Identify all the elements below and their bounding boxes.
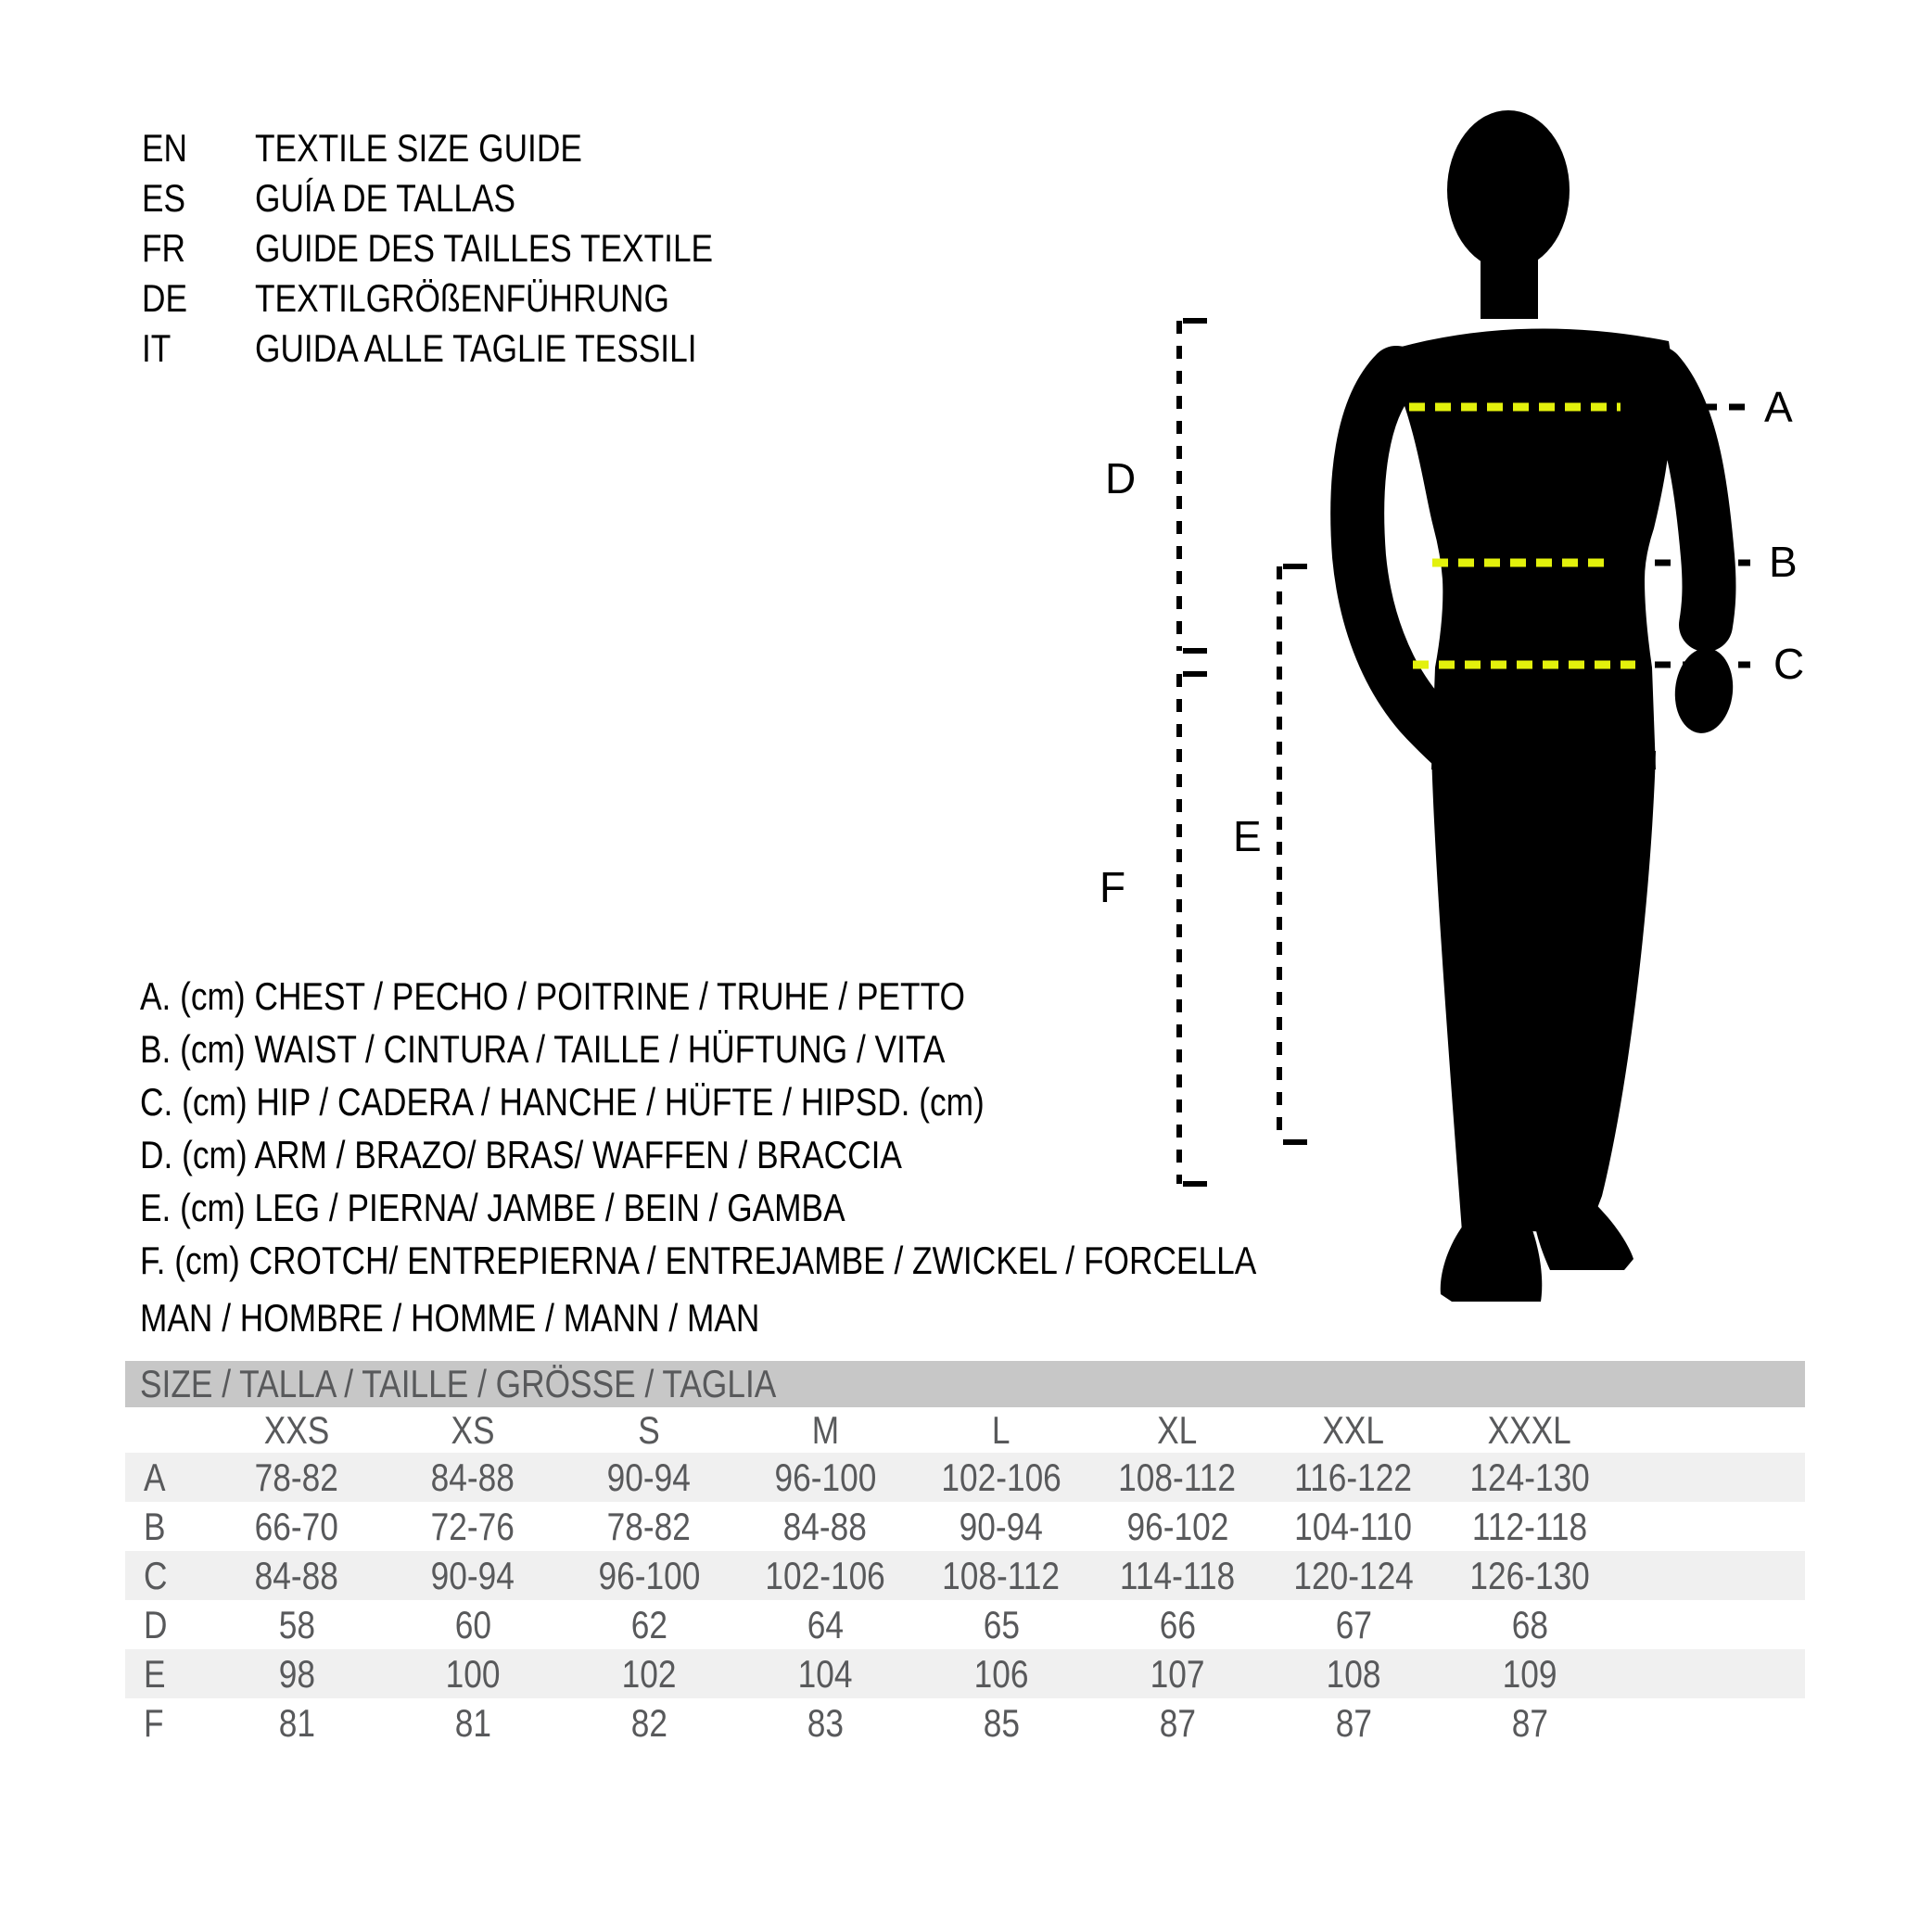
cell-D-XXS xyxy=(209,1600,385,1649)
lang-title-en: TEXTILE SIZE GUIDE xyxy=(255,126,582,170)
size-column-XXL xyxy=(1265,1407,1442,1453)
cell-value: 66 xyxy=(1159,1603,1196,1646)
row-label-text: F xyxy=(144,1701,164,1745)
size-column-label: M xyxy=(811,1408,839,1452)
row-label-B xyxy=(125,1502,209,1551)
cell-E-M xyxy=(737,1649,913,1698)
table-row-A xyxy=(125,1453,1805,1502)
cell-D-XXXL xyxy=(1442,1600,1618,1649)
cell-value: 84-88 xyxy=(254,1554,339,1597)
size-column-label: S xyxy=(638,1408,660,1452)
cell-A-XL xyxy=(1089,1453,1265,1502)
legend-text-f: F. (cm) CROTCH/ ENTREPIERNA / ENTREJAMBE / ZWICKEL / FORCELLA xyxy=(140,1239,1257,1282)
cell-F-XXS xyxy=(209,1698,385,1748)
size-column-XXXL xyxy=(1442,1407,1618,1453)
size-column-label: XXXL xyxy=(1487,1408,1572,1452)
gender-line-text: MAN / HOMBRE / HOMME / MANN / MAN xyxy=(140,1296,760,1340)
cell-value: 90-94 xyxy=(606,1455,692,1499)
lang-code-de: DE xyxy=(142,276,188,320)
figure-label-b: B xyxy=(1769,538,1798,586)
cell-value: 81 xyxy=(454,1701,491,1745)
cell-E-XXL xyxy=(1265,1649,1442,1698)
cell-A-M xyxy=(737,1453,913,1502)
figure-label-d: D xyxy=(1105,454,1137,502)
row-label-F xyxy=(125,1698,209,1748)
size-column-XS xyxy=(385,1407,561,1453)
cell-value: 104 xyxy=(797,1652,853,1696)
cell-value: 108-112 xyxy=(942,1554,1061,1597)
legend-text-a: A. (cm) CHEST / PECHO / POITRINE / TRUHE / PETTO xyxy=(140,974,965,1018)
man-silhouette xyxy=(1357,110,1736,1302)
cell-B-XXL xyxy=(1265,1502,1442,1551)
cell-value: 90-94 xyxy=(959,1505,1044,1548)
cell-value: 124-130 xyxy=(1469,1455,1590,1499)
cell-C-XL xyxy=(1089,1551,1265,1600)
cell-value: 84-88 xyxy=(782,1505,868,1548)
cell-B-M xyxy=(737,1502,913,1551)
cell-D-L xyxy=(913,1600,1089,1649)
cell-A-XS xyxy=(385,1453,561,1502)
cell-E-S xyxy=(561,1649,737,1698)
cell-C-M xyxy=(737,1551,913,1600)
cell-D-XL xyxy=(1089,1600,1265,1649)
cell-value: 112-118 xyxy=(1471,1505,1588,1548)
legend-text-c: C. (cm) HIP / CADERA / HANCHE / HÜFTE / HIPSD. (cm) xyxy=(140,1080,985,1124)
lang-row-en xyxy=(0,123,1020,173)
cell-E-XXXL xyxy=(1442,1649,1618,1698)
table-row-B xyxy=(125,1502,1805,1551)
cell-value: 81 xyxy=(278,1701,315,1745)
figure-label-e: E xyxy=(1233,812,1262,860)
cell-C-XXS xyxy=(209,1551,385,1600)
cell-D-XS xyxy=(385,1600,561,1649)
cell-value: 109 xyxy=(1502,1652,1557,1696)
cell-C-L xyxy=(913,1551,1089,1600)
row-label-text: C xyxy=(144,1554,168,1597)
cell-value: 67 xyxy=(1335,1603,1372,1646)
cell-F-S xyxy=(561,1698,737,1748)
figure-label-c: C xyxy=(1773,640,1805,688)
cell-value: 102-106 xyxy=(941,1455,1061,1499)
cell-A-XXXL xyxy=(1442,1453,1618,1502)
size-table-title: SIZE / TALLA / TAILLE / GRÖSSE / TAGLIA xyxy=(140,1362,777,1405)
table-row-F xyxy=(125,1698,1805,1748)
cell-value: 96-100 xyxy=(598,1554,700,1597)
size-column-label: XS xyxy=(451,1408,495,1452)
cell-A-XXL xyxy=(1265,1453,1442,1502)
cell-E-XXS xyxy=(209,1649,385,1698)
gender-line xyxy=(140,1293,878,1343)
table-row-E xyxy=(125,1649,1805,1698)
cell-C-XXL xyxy=(1265,1551,1442,1600)
cell-value: 87 xyxy=(1159,1701,1196,1745)
lang-title-fr: GUIDE DES TAILLES TEXTILE xyxy=(255,226,714,270)
cell-B-S xyxy=(561,1502,737,1551)
lang-code-en: EN xyxy=(142,126,188,170)
cell-value: 82 xyxy=(630,1701,667,1745)
cell-value: 60 xyxy=(454,1603,491,1646)
cell-value: 114-118 xyxy=(1119,1554,1236,1597)
size-column-XXS xyxy=(209,1407,385,1453)
cell-value: 62 xyxy=(630,1603,667,1646)
silhouette-right-leg xyxy=(1532,751,1656,1235)
cell-C-XS xyxy=(385,1551,561,1600)
cell-E-XL xyxy=(1089,1649,1265,1698)
cell-F-XS xyxy=(385,1698,561,1748)
size-column-S xyxy=(561,1407,737,1453)
table-row-C xyxy=(125,1551,1805,1600)
cell-value: 78-82 xyxy=(606,1505,692,1548)
cell-A-L xyxy=(913,1453,1089,1502)
cell-value: 100 xyxy=(445,1652,501,1696)
cell-value: 120-124 xyxy=(1293,1554,1414,1597)
size-table-title-band xyxy=(125,1361,1805,1407)
cell-B-XL xyxy=(1089,1502,1265,1551)
cell-F-XXL xyxy=(1265,1698,1442,1748)
lang-row-es xyxy=(0,173,1020,223)
lang-row-it xyxy=(0,324,1020,374)
cell-F-XXXL xyxy=(1442,1698,1618,1748)
lang-code-it: IT xyxy=(142,326,172,370)
size-column-M xyxy=(737,1407,913,1453)
row-label-D xyxy=(125,1600,209,1649)
cell-value: 90-94 xyxy=(430,1554,515,1597)
cell-value: 64 xyxy=(807,1603,844,1646)
lang-title-de: TEXTILGRÖßENFÜHRUNG xyxy=(255,276,669,320)
size-table xyxy=(125,1361,1805,1748)
cell-value: 106 xyxy=(973,1652,1029,1696)
lang-code-es: ES xyxy=(142,176,186,220)
cell-value: 65 xyxy=(983,1603,1020,1646)
cell-B-L xyxy=(913,1502,1089,1551)
cell-value: 87 xyxy=(1335,1701,1372,1745)
legend-item-f xyxy=(140,1236,1469,1286)
row-label-text: E xyxy=(144,1652,166,1696)
cell-value: 85 xyxy=(983,1701,1020,1745)
arm-line-d xyxy=(1179,321,1207,651)
cell-F-M xyxy=(737,1698,913,1748)
size-column-label: XL xyxy=(1157,1408,1198,1452)
cell-C-XXXL xyxy=(1442,1551,1618,1600)
cell-E-L xyxy=(913,1649,1089,1698)
lang-row-de xyxy=(0,273,1020,324)
legend-text-e: E. (cm) LEG / PIERNA/ JAMBE / BEIN / GAMBA xyxy=(140,1186,845,1229)
crotch-line-f xyxy=(1179,674,1207,1184)
cell-A-XXS xyxy=(209,1453,385,1502)
size-column-label: XXS xyxy=(263,1408,330,1452)
legend-item-d xyxy=(140,1130,1048,1180)
table-row-D xyxy=(125,1600,1805,1649)
cell-B-XXS xyxy=(209,1502,385,1551)
legend-item-a xyxy=(140,972,1122,1022)
cell-value: 96-100 xyxy=(774,1455,876,1499)
cell-value: 116-122 xyxy=(1294,1455,1413,1499)
cell-B-XXXL xyxy=(1442,1502,1618,1551)
cell-value: 107 xyxy=(1150,1652,1205,1696)
row-label-A xyxy=(125,1453,209,1502)
cell-value: 83 xyxy=(807,1701,844,1745)
cell-value: 66-70 xyxy=(254,1505,339,1548)
lang-code-fr: FR xyxy=(142,226,186,270)
cell-value: 87 xyxy=(1511,1701,1548,1745)
cell-A-S xyxy=(561,1453,737,1502)
cell-value: 78-82 xyxy=(254,1455,339,1499)
leg-line-e xyxy=(1279,566,1307,1142)
legend-text-b: B. (cm) WAIST / CINTURA / TAILLE / HÜFTUNG / VITA xyxy=(140,1027,946,1071)
cell-D-XXL xyxy=(1265,1600,1442,1649)
silhouette-neck xyxy=(1481,241,1538,319)
row-label-text: D xyxy=(144,1603,168,1646)
cell-value: 84-88 xyxy=(430,1455,515,1499)
cell-value: 96-102 xyxy=(1126,1505,1228,1548)
cell-value: 68 xyxy=(1511,1603,1548,1646)
cell-value: 104-110 xyxy=(1294,1505,1413,1548)
size-column-L xyxy=(913,1407,1089,1453)
lang-title-it: GUIDA ALLE TAGLIE TESSILI xyxy=(255,326,697,370)
cell-D-M xyxy=(737,1600,913,1649)
figure-label-f: F xyxy=(1099,863,1126,911)
silhouette-right-arm xyxy=(1658,373,1709,625)
cell-value: 102 xyxy=(621,1652,677,1696)
cell-value: 108-112 xyxy=(1118,1455,1237,1499)
measurement-figure xyxy=(1020,56,1932,1316)
cell-F-XL xyxy=(1089,1698,1265,1748)
size-column-label: XXL xyxy=(1322,1408,1385,1452)
silhouette-right-hand xyxy=(1671,645,1736,736)
row-label-text: B xyxy=(144,1505,166,1548)
cell-C-S xyxy=(561,1551,737,1600)
lang-title-es: GUÍA DE TALLAS xyxy=(255,176,516,220)
lang-row-fr xyxy=(0,223,1020,273)
figure-label-a: A xyxy=(1764,383,1793,431)
row-label-text: A xyxy=(144,1455,166,1499)
size-column-XL xyxy=(1089,1407,1265,1453)
silhouette-right-shoe xyxy=(1533,1198,1633,1270)
row-label-E xyxy=(125,1649,209,1698)
cell-F-L xyxy=(913,1698,1089,1748)
cell-D-S xyxy=(561,1600,737,1649)
cell-value: 126-130 xyxy=(1469,1554,1590,1597)
size-table-body xyxy=(125,1453,1805,1748)
legend-text-d: D. (cm) ARM / BRAZO/ BRAS/ WAFFEN / BRACCIA xyxy=(140,1133,902,1176)
cell-B-XS xyxy=(385,1502,561,1551)
size-column-label: L xyxy=(992,1408,1010,1452)
legend-item-e xyxy=(140,1183,980,1233)
cell-value: 98 xyxy=(278,1652,315,1696)
cell-value: 72-76 xyxy=(430,1505,515,1548)
cell-value: 108 xyxy=(1326,1652,1381,1696)
legend-item-c xyxy=(140,1077,1145,1127)
cell-E-XS xyxy=(385,1649,561,1698)
size-table-header-row xyxy=(125,1407,1805,1453)
row-label-C xyxy=(125,1551,209,1600)
legend-item-b xyxy=(140,1024,1099,1074)
cell-value: 102-106 xyxy=(765,1554,885,1597)
cell-value: 58 xyxy=(278,1603,315,1646)
